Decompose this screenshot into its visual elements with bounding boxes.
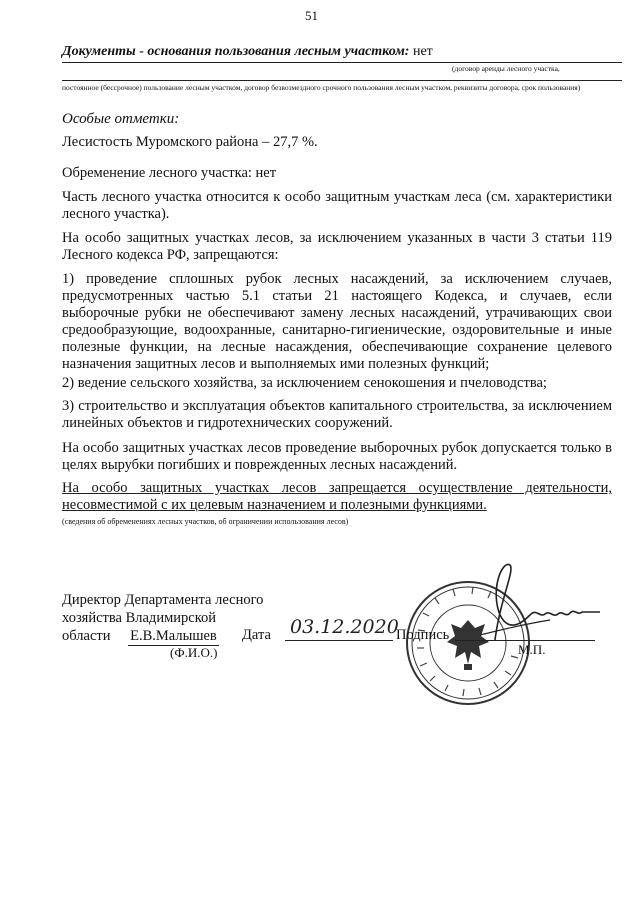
signature-label: Подпись [396,627,450,643]
note-paragraph: 1) проведение сплошных рубок лесных насаждений, за исключением случаев, предусмотренных частью 5.1 статьи 21 настоящего Кодекса, и случаев, если выборочные рубки не обеспечивают замену лесных насаждений, утрачивающих свои средообразующие, водоохранные, санитарно-гигиенические, оздоровительные и иные полезные функции, на лесные насаждения, обеспечивающие сохранение целевого назначения защитных лесов и выполняемых ими полезных функций; [62,271,612,372]
page-number: 51 [305,8,318,23]
documents-basis-line [62,44,433,60]
director-title-region: области [62,628,111,644]
fio-label: (Ф.И.О.) [170,645,218,660]
date-label: Дата [242,627,271,643]
note-paragraph: Обременение лесного участка: нет [62,165,277,181]
fill-line [62,80,622,81]
director-name: Е.В.Малышев [130,628,217,644]
note-paragraph: 3) строительство и эксплуатация объектов капитального строительства, за исключением линейных объектов и гидротехнических сооружений. [62,398,612,431]
documents-basis-value: нет [412,44,433,59]
field-hint: (договор аренды лесного участка, [452,64,560,73]
field-hint: (сведения об обременениях лесных участков, об ограничении использования лесов) [62,517,349,526]
special-notes-heading: Особые отметки: [62,111,180,127]
handwritten-signature [470,560,610,650]
seal-label: М.П. [518,642,546,657]
note-paragraph: Часть лесного участка относится к особо защитным участкам леса (см. характеристики лесного участка). [62,189,612,222]
note-paragraph: На особо защитных участках лесов, за исключением указанных в части 3 статьи 119 Лесного кодекса РФ, запрещаются: [62,230,612,263]
director-title-line2: хозяйства Владимирской [62,610,217,626]
director-title-line1: Директор Департамента лесного [62,592,264,608]
field-hint: постоянное (бессрочное) пользование лесным участком, договор безвозмездного срочного пользования лесным участком, реквизиты договора, срок пользования) [62,83,581,92]
note-paragraph: На особо защитных участках лесов запрещается осуществление деятельности, несовместимой с их целевым назначением и полезными функциями. [62,480,612,513]
note-paragraph: 2) ведение сельского хозяйства, за исключением сенокошения и пчеловодства; [62,375,547,391]
note-paragraph: На особо защитных участках лесов проведение выборочных рубок допускается только в целях вырубки погибших и поврежденных лесных насаждений. [62,440,612,473]
fill-line [62,62,622,63]
director-title-line3 [62,627,219,646]
note-paragraph: Лесистость Муромского района – 27,7 %. [62,134,318,150]
date-fill-line [285,640,393,641]
date-value: 03.12.2020 [290,616,399,638]
signature-fill-line [455,640,595,641]
documents-basis-label: Документы - основания пользования лесным участком: [62,44,410,59]
